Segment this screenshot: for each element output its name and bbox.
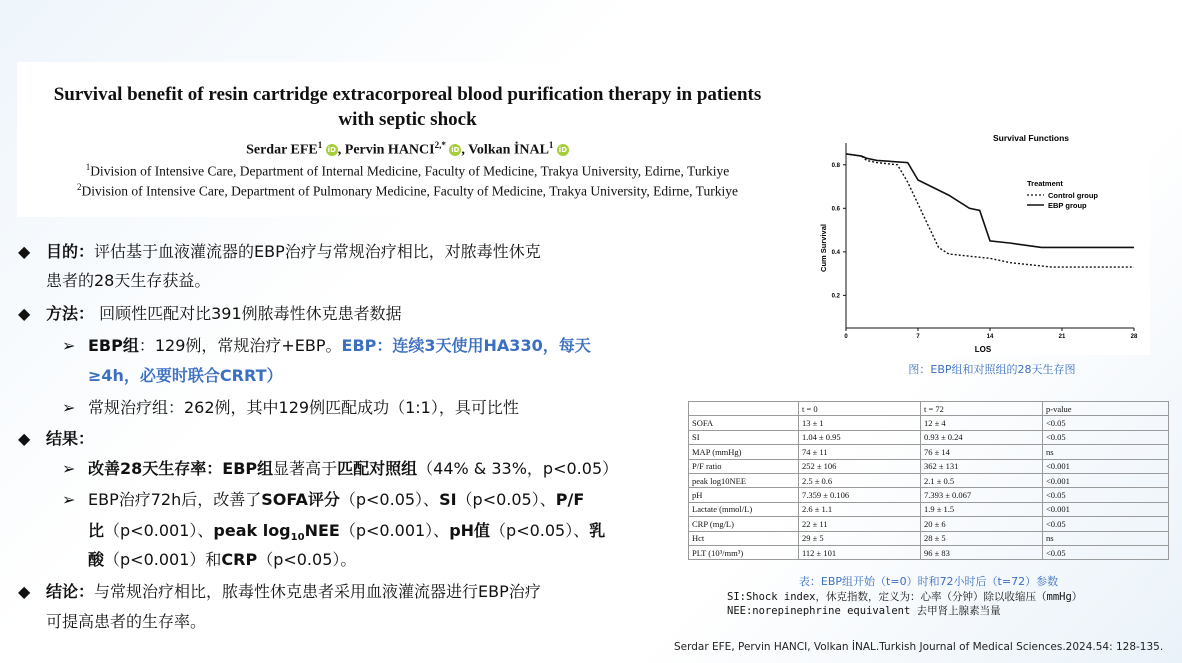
table-cell: P/F ratio <box>689 459 799 473</box>
table-cell: 96 ± 83 <box>921 545 1043 559</box>
arrow-icon: ➢ <box>62 336 76 355</box>
table-cell: 7.359 ± 0.106 <box>799 488 921 502</box>
chart-title: Survival Functions <box>992 133 1070 143</box>
table-row <box>689 545 1169 559</box>
author-name: Volkan İNAL <box>468 142 549 158</box>
y-tick-label: 0.2 <box>831 293 840 300</box>
table-cell: Lactate (mmol/L) <box>689 502 799 516</box>
table-cell: 29 ± 5 <box>799 531 921 545</box>
si-note: SI:Shock index，休克指数，定义为：心率（分钟）除以收缩压（mmHg） <box>727 591 1083 603</box>
author-list: Serdar EFE$^1$ iD , Pervin $HANCI^{2,*}$ iD , Volkan İNAL$^1$ iD <box>246 140 568 158</box>
author-name: Serdar EFE <box>246 142 318 158</box>
arrow-icon: ➢ <box>62 398 76 417</box>
table-row <box>689 502 1169 516</box>
y-tick-label: 0.8 <box>831 162 840 169</box>
ebp-group-cont: ≥4h，必要时联合CRRT） <box>88 366 283 385</box>
table-row <box>689 416 1169 430</box>
survival-chart <box>812 123 1150 355</box>
table-cell: pH <box>689 488 799 502</box>
table-row <box>689 488 1169 502</box>
method-bullet: ◆ 方法： 回顾性匹配对比391例脓毒性休克患者数据 <box>18 304 402 323</box>
table-cell: 74 ± 11 <box>799 445 921 459</box>
table-cell: CRP (mg/L) <box>689 517 799 531</box>
table-cell: 252 ± 106 <box>799 459 921 473</box>
table-cell: 7.393 ± 0.067 <box>921 488 1043 502</box>
table-cell: ns <box>1043 531 1169 545</box>
diamond-icon: ◆ <box>18 582 31 601</box>
table-cell: <0.05 <box>1043 517 1169 531</box>
table-cell: 1.04 ± 0.95 <box>799 430 921 444</box>
legend-entry-ebp: EBP group <box>1048 201 1087 210</box>
conclusion-text-cont: 可提高患者的生存率。 <box>46 612 207 631</box>
table-caption: 表：EBP组开始（t=0）时和72小时后（t=72）参数 <box>798 575 1059 588</box>
author-name: Pervin HANCI <box>344 142 435 158</box>
table-row <box>689 531 1169 545</box>
table-cell: 22 ± 11 <box>799 517 921 531</box>
table-cell: <0.05 <box>1043 430 1169 444</box>
result-params-cont: 比（p<0.001）、peak $\log_{10}NEE(p<0.001)$、pH值（p<0.05）、乳 <box>88 521 606 544</box>
nee-note: NEE:norepinephrine equivalent 去甲肾上腺素当量 <box>727 605 1001 617</box>
orcid-icon[interactable]: iD <box>451 146 460 155</box>
table-row <box>689 430 1169 444</box>
citation: Serdar EFE, Pervin HANCI, Volkan İNAL.Turkish Journal of Medical Sciences.2024.54: 128-135. <box>674 641 1164 653</box>
paper-header <box>17 62 798 217</box>
orcid-icon[interactable]: iD <box>327 146 336 155</box>
conventional-group-item: ➢ 常规治疗组：262例，其中129例匹配成功（1:1），具可比性 <box>62 398 519 417</box>
x-tick-label: 28 <box>1130 334 1138 340</box>
table-cell: 112 ± 101 <box>799 545 921 559</box>
table-header-cell <box>689 402 799 416</box>
affiliation: $^2$Division of Intensive Care, Department of Pulmonary Medicine, Faculty of Medicine, Trakya University, Edirne, Turkiye <box>77 182 738 199</box>
table-row <box>689 459 1169 473</box>
table-cell: 12 ± 4 <box>921 416 1043 430</box>
table-cell: <0.001 <box>1043 502 1169 516</box>
result-params-item: ➢ EBP治疗72h后，改善了SOFA评分（p<0.05）、SI（p<0.05）、P/F <box>62 490 585 509</box>
table-cell: 0.93 ± 0.24 <box>921 430 1043 444</box>
table-cell: PLT (10³/mm³) <box>689 545 799 559</box>
table-cell: 76 ± 14 <box>921 445 1043 459</box>
survival-chart-svg <box>812 123 1150 355</box>
y-axis-label: Cum Survival <box>819 224 828 272</box>
arrow-icon: ➢ <box>62 459 76 478</box>
table-cell: peak log10NEE <box>689 473 799 487</box>
table-cell: SOFA <box>689 416 799 430</box>
table-cell: MAP (mmHg) <box>689 445 799 459</box>
table-header-cell: t = 0 <box>799 402 921 416</box>
control-group-curve <box>846 154 1134 267</box>
table-row <box>689 445 1169 459</box>
table-header-cell: t = 72 <box>921 402 1043 416</box>
table-cell: 13 ± 1 <box>799 416 921 430</box>
ebp-group-curve <box>846 154 1134 248</box>
y-tick-label: 0.4 <box>831 249 840 256</box>
diamond-icon: ◆ <box>18 304 31 323</box>
table-cell: <0.05 <box>1043 488 1169 502</box>
x-tick-label: 7 <box>916 334 920 340</box>
table-header-row <box>689 402 1169 416</box>
table-cell: Hct <box>689 531 799 545</box>
table-cell: <0.001 <box>1043 459 1169 473</box>
legend-title: Treatment <box>1027 179 1063 188</box>
table-cell: <0.05 <box>1043 545 1169 559</box>
result-bullet: ◆ 结果： <box>18 429 95 448</box>
table-cell: 2.5 ± 0.6 <box>799 473 921 487</box>
table-cell: <0.05 <box>1043 416 1169 430</box>
table-cell: 20 ± 6 <box>921 517 1043 531</box>
table-cell: SI <box>689 430 799 444</box>
parameters-table <box>688 401 1169 560</box>
diamond-icon: ◆ <box>18 429 31 448</box>
table-cell: ns <box>1043 445 1169 459</box>
ebp-group-item: ➢ EBP组：129例，常规治疗+EBP。EBP：连续3天使用HA330，每天 <box>62 336 591 355</box>
x-tick-label: 0 <box>844 334 848 340</box>
paper-title: Survival benefit of resin cartridge extracorporeal blood purification therapy in patients with septic shock <box>53 84 762 130</box>
legend-entry-control: Control group <box>1048 191 1098 200</box>
arrow-icon: ➢ <box>62 490 76 509</box>
table-cell: 362 ± 131 <box>921 459 1043 473</box>
table-row <box>689 473 1169 487</box>
table-cell: 1.9 ± 1.5 <box>921 502 1043 516</box>
x-tick-label: 21 <box>1058 334 1066 340</box>
table-cell: <0.001 <box>1043 473 1169 487</box>
y-tick-label: 0.6 <box>831 206 840 213</box>
table-cell: 28 ± 5 <box>921 531 1043 545</box>
orcid-icon[interactable]: iD <box>558 146 568 155</box>
aim-text-cont: 患者的28天生存获益。 <box>46 271 211 290</box>
table-header-cell: p-value <box>1043 402 1169 416</box>
x-tick-label: 14 <box>986 334 994 340</box>
table-cell: 2.6 ± 1.1 <box>799 502 921 516</box>
diamond-icon: ◆ <box>18 242 31 261</box>
result-params-cont2: 酸（p<0.001）和CRP（p<0.05）。 <box>88 550 357 569</box>
result-survival-item: ➢ 改善28天生存率：EBP组显著高于匹配对照组（44% & 33%，p<0.05） <box>62 459 619 478</box>
chart-caption: 图：EBP组和对照组的28天生存图 <box>908 363 1076 376</box>
table-row <box>689 517 1169 531</box>
table-cell: 2.1 ± 0.5 <box>921 473 1043 487</box>
conclusion-bullet: ◆ 结论：与常规治疗相比，脓毒性休克患者采用血液灌流器进行EBP治疗 <box>18 582 541 601</box>
affiliation: $^1$Division of Intensive Care, Department of Internal Medicine, Faculty of Medicine, Trakya University, Edirne, Turkiye <box>85 161 730 179</box>
aim-bullet: ◆ 目的：评估基于血液灌流器的EBP治疗与常规治疗相比，对脓毒性休克 <box>18 242 541 261</box>
x-axis-label: LOS <box>974 345 992 354</box>
